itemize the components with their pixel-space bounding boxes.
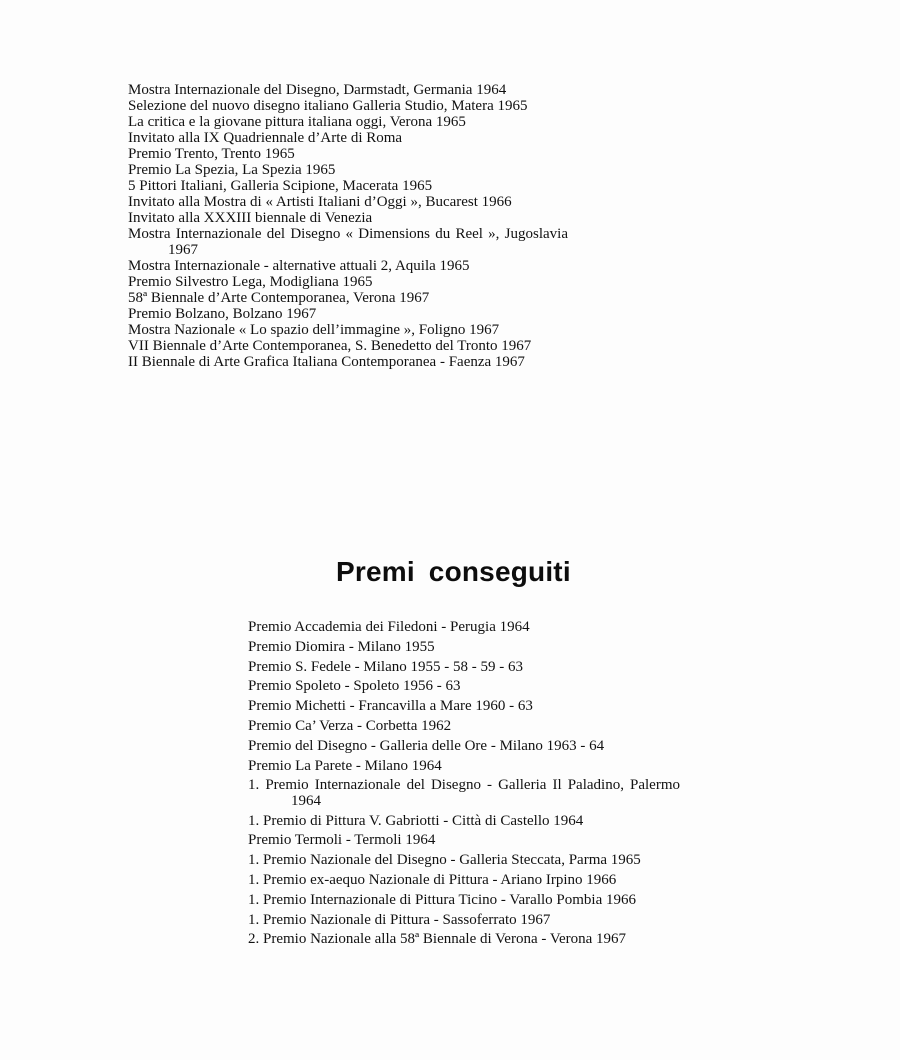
exhibition-item: 58ª Biennale d’Arte Contemporanea, Verona 1967 (128, 290, 430, 306)
award-item: 1. Premio Internazionale di Pittura Ticino - Varallo Pombia 1966 (248, 891, 637, 908)
award-item: Premio S. Fedele - Milano 1955 - 58 - 59 - 63 (248, 658, 523, 675)
exhibition-item: Mostra Internazionale del Disegno, Darmstadt, Germania 1964 (128, 82, 507, 98)
award-item: 1. Premio Internazionale del Disegno - Galleria Il Paladino, Palermo 1964 (248, 777, 680, 809)
award-item: Premio Termoli - Termoli 1964 (248, 832, 436, 849)
award-item: Premio La Parete - Milano 1964 (248, 757, 442, 774)
exhibition-item: Mostra Nazionale « Lo spazio dell’immagine », Foligno 1967 (128, 322, 500, 338)
exhibition-item: Premio Trento, Trento 1965 (128, 146, 295, 162)
exhibition-item: La critica e la giovane pittura italiana oggi, Verona 1965 (128, 114, 466, 130)
exhibition-item: Premio Silvestro Lega, Modigliana 1965 (128, 274, 373, 290)
award-item: 1. Premio Nazionale del Disegno - Galleria Steccata, Parma 1965 (248, 852, 641, 869)
exhibitions-list (128, 82, 568, 370)
award-item: 2. Premio Nazionale alla 58ª Biennale di Verona - Verona 1967 (248, 931, 627, 948)
exhibition-item: Invitato alla Mostra di « Artisti Italiani d’Oggi », Bucarest 1966 (128, 194, 512, 210)
award-item: 1. Premio di Pittura V. Gabriotti - Città di Castello 1964 (248, 812, 584, 829)
exhibition-item: Selezione del nuovo disegno italiano Galleria Studio, Matera 1965 (128, 98, 528, 114)
exhibition-item: II Biennale di Arte Grafica Italiana Contemporanea - Faenza 1967 (128, 354, 525, 370)
award-item: Premio Michetti - Francavilla a Mare 1960 - 63 (248, 698, 533, 715)
section-title-awards: Premi conseguiti (336, 556, 571, 587)
award-item: Premio Diomira - Milano 1955 (248, 638, 435, 655)
exhibition-item: Premio Bolzano, Bolzano 1967 (128, 306, 317, 322)
exhibition-item: 5 Pittori Italiani, Galleria Scipione, Macerata 1965 (128, 178, 433, 194)
award-item: Premio Accademia dei Filedoni - Perugia 1964 (248, 619, 530, 635)
exhibition-item: Invitato alla IX Quadriennale d’Arte di Roma (128, 130, 403, 146)
award-item: Premio Spoleto - Spoleto 1956 - 63 (248, 678, 461, 695)
exhibition-item: Mostra Internazionale del Disegno « Dimensions du Reel », Jugoslavia 1967 (128, 226, 568, 258)
award-item: 1. Premio ex-aequo Nazionale di Pittura - Ariano Irpino 1966 (248, 872, 617, 889)
award-item: 1. Premio Nazionale di Pittura - Sassoferrato 1967 (248, 911, 551, 928)
award-item: Premio Ca’ Verza - Corbetta 1962 (248, 717, 452, 734)
exhibition-item: Invitato alla XXXIII biennale di Venezia (128, 210, 373, 226)
exhibition-item: Premio La Spezia, La Spezia 1965 (128, 162, 336, 178)
award-item: Premio del Disegno - Galleria delle Ore - Milano 1963 - 64 (248, 737, 605, 754)
exhibition-item: VII Biennale d’Arte Contemporanea, S. Benedetto del Tronto 1967 (128, 338, 532, 354)
exhibition-item: Mostra Internazionale - alternative attuali 2, Aquila 1965 (128, 258, 470, 274)
awards-list (248, 620, 680, 952)
